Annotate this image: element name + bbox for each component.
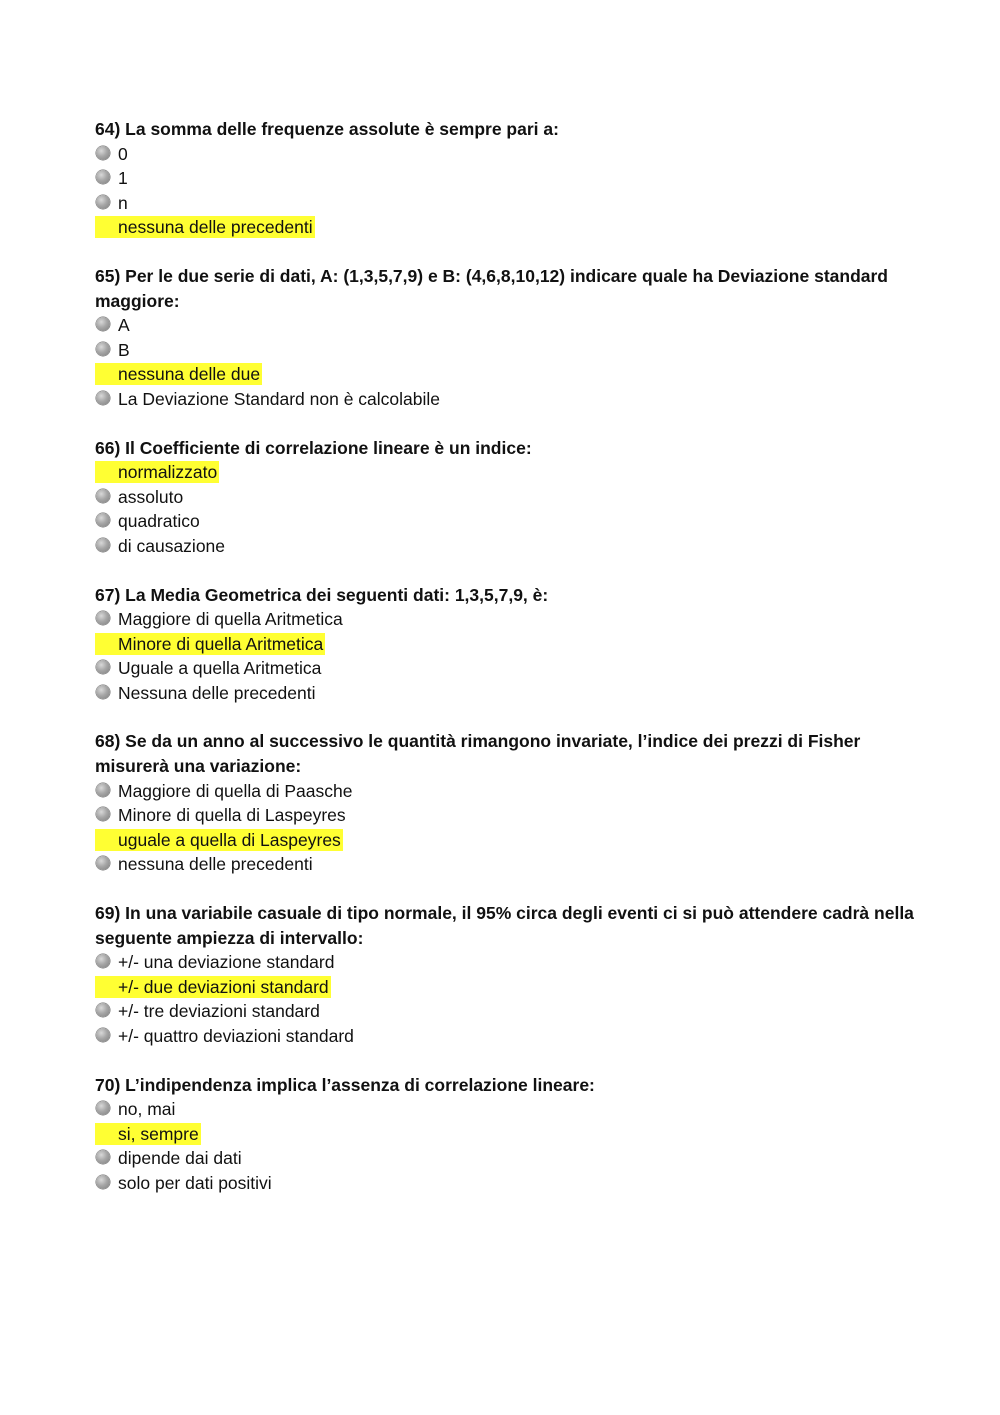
answer-label: +/- quattro deviazioni standard [118,1026,354,1046]
answer-option[interactable] [95,803,925,828]
answer-option-correct[interactable] [95,1122,925,1147]
question-text: 69) In una variabile casuale di tipo normale, il 95% circa degli eventi ci si può attendere cadrà nella seguente ampiezza di intervallo: [95,903,914,948]
question-70 [95,1073,925,1196]
answer-options [95,950,925,1048]
answer-option-correct[interactable] [95,632,925,657]
question-text: 68) Se da un anno al successivo le quantità rimangono invariate, l’indice dei prezzi di Fisher misurerà una variazione: [95,731,861,777]
answer-option-correct[interactable] [95,975,925,1000]
answer-option[interactable] [95,999,925,1024]
answer-option[interactable] [95,1146,925,1171]
answer-option[interactable] [95,852,925,877]
radio-button-icon[interactable] [96,611,110,625]
answer-option[interactable] [95,485,925,510]
radio-button-icon[interactable] [96,489,110,503]
radio-button-icon[interactable] [96,856,110,870]
answer-options [95,607,925,705]
radio-button-icon[interactable] [96,195,110,209]
answer-label: solo per dati positivi [118,1172,272,1193]
answer-label: 0 [118,143,128,164]
answer-option[interactable] [95,534,925,559]
answer-option[interactable] [95,387,925,412]
answer-label: quadratico [118,511,200,532]
radio-button-icon[interactable] [96,685,110,699]
radio-button-icon[interactable] [96,807,110,821]
answer-option[interactable] [95,509,925,534]
answer-label: Minore di quella di Laspeyres [118,805,346,826]
radio-button-icon[interactable] [96,146,110,160]
answer-label-highlighted: Minore di quella Aritmetica [95,633,325,655]
answer-option[interactable] [95,313,925,338]
question-69 [95,901,925,1049]
answer-option-correct[interactable] [95,828,925,853]
answer-options [95,1097,925,1195]
answer-option[interactable] [95,656,925,681]
answer-label-highlighted: normalizzato [95,461,219,483]
answer-label-highlighted: nessuna delle due [95,363,262,385]
radio-button-icon[interactable] [96,1150,110,1164]
question-text: 64) La somma delle frequenze assolute è sempre pari a: [95,119,559,139]
question-text: 65) Per le due serie di dati, A: (1,3,5,7,9) e B: (4,6,8,10,12) indicare quale ha Deviazione standard maggiore: [95,265,888,311]
answer-label: di causazione [118,535,226,556]
answer-option[interactable] [95,1024,925,1049]
question-68 [95,729,925,877]
answer-option[interactable] [95,142,925,167]
answer-label: La Deviazione Standard non è calcolabile [118,388,441,409]
answer-label: +/- una deviazione standard [118,952,335,973]
answer-label-highlighted: uguale a quella di Laspeyres [95,829,343,851]
answer-option[interactable] [95,1171,925,1196]
answer-label-highlighted: nessuna delle precedenti [95,216,315,238]
answer-label-highlighted: +/- due deviazioni standard [95,976,331,998]
radio-button-icon[interactable] [96,170,110,184]
question-66 [95,436,925,559]
answer-label: dipende dai dati [118,1148,242,1169]
answer-label: no, mai [118,1099,176,1120]
answer-options [95,142,925,240]
radio-button-icon[interactable] [96,513,110,527]
answer-option[interactable] [95,166,925,191]
answer-option[interactable] [95,607,925,632]
radio-button-icon[interactable] [96,391,110,405]
answer-option[interactable] [95,681,925,706]
answer-option[interactable] [95,191,925,216]
answer-option-correct[interactable] [95,215,925,240]
answer-label: nessuna delle precedenti [118,854,313,875]
answer-option[interactable] [95,1097,925,1122]
answer-options [95,313,925,411]
question-text: 70) L’indipendenza implica l’assenza di correlazione lineare: [95,1074,595,1095]
answer-label: Nessuna delle precedenti [118,682,316,703]
radio-button-icon[interactable] [96,1175,110,1189]
question-text: 67) La Media Geometrica dei seguenti dati: 1,3,5,7,9, è: [95,584,549,605]
answer-label: Maggiore di quella Aritmetica [118,609,343,630]
answer-label: +/- tre deviazioni standard [118,1001,320,1022]
answer-options [95,779,925,877]
radio-button-icon[interactable] [96,660,110,674]
answer-option-correct[interactable] [95,460,925,485]
answer-label: Maggiore di quella di Paasche [118,780,353,801]
radio-button-icon[interactable] [96,783,110,797]
question-64 [95,117,925,240]
question-text: 66) Il Coefficiente di correlazione lineare è un indice: [95,437,532,458]
answer-label: Uguale a quella Aritmetica [118,658,322,679]
answer-option[interactable] [95,950,925,975]
question-67 [95,583,925,706]
radio-button-icon[interactable] [96,342,110,356]
answer-label: A [118,315,130,336]
answer-option[interactable] [95,779,925,804]
quiz-page [95,117,925,1220]
answer-label: 1 [118,168,128,189]
radio-button-icon[interactable] [96,317,110,331]
answer-option[interactable] [95,338,925,363]
question-65 [95,264,925,412]
radio-button-icon[interactable] [96,954,110,968]
answer-label: n [118,192,128,213]
answer-label-highlighted: si, sempre [95,1123,201,1145]
answer-options [95,460,925,558]
radio-button-icon[interactable] [96,1003,110,1017]
radio-button-icon[interactable] [96,1101,110,1115]
answer-option-correct[interactable] [95,362,925,387]
radio-button-icon[interactable] [96,538,110,552]
answer-label: assoluto [118,486,184,507]
radio-button-icon[interactable] [96,1028,110,1042]
answer-label: B [118,339,130,360]
